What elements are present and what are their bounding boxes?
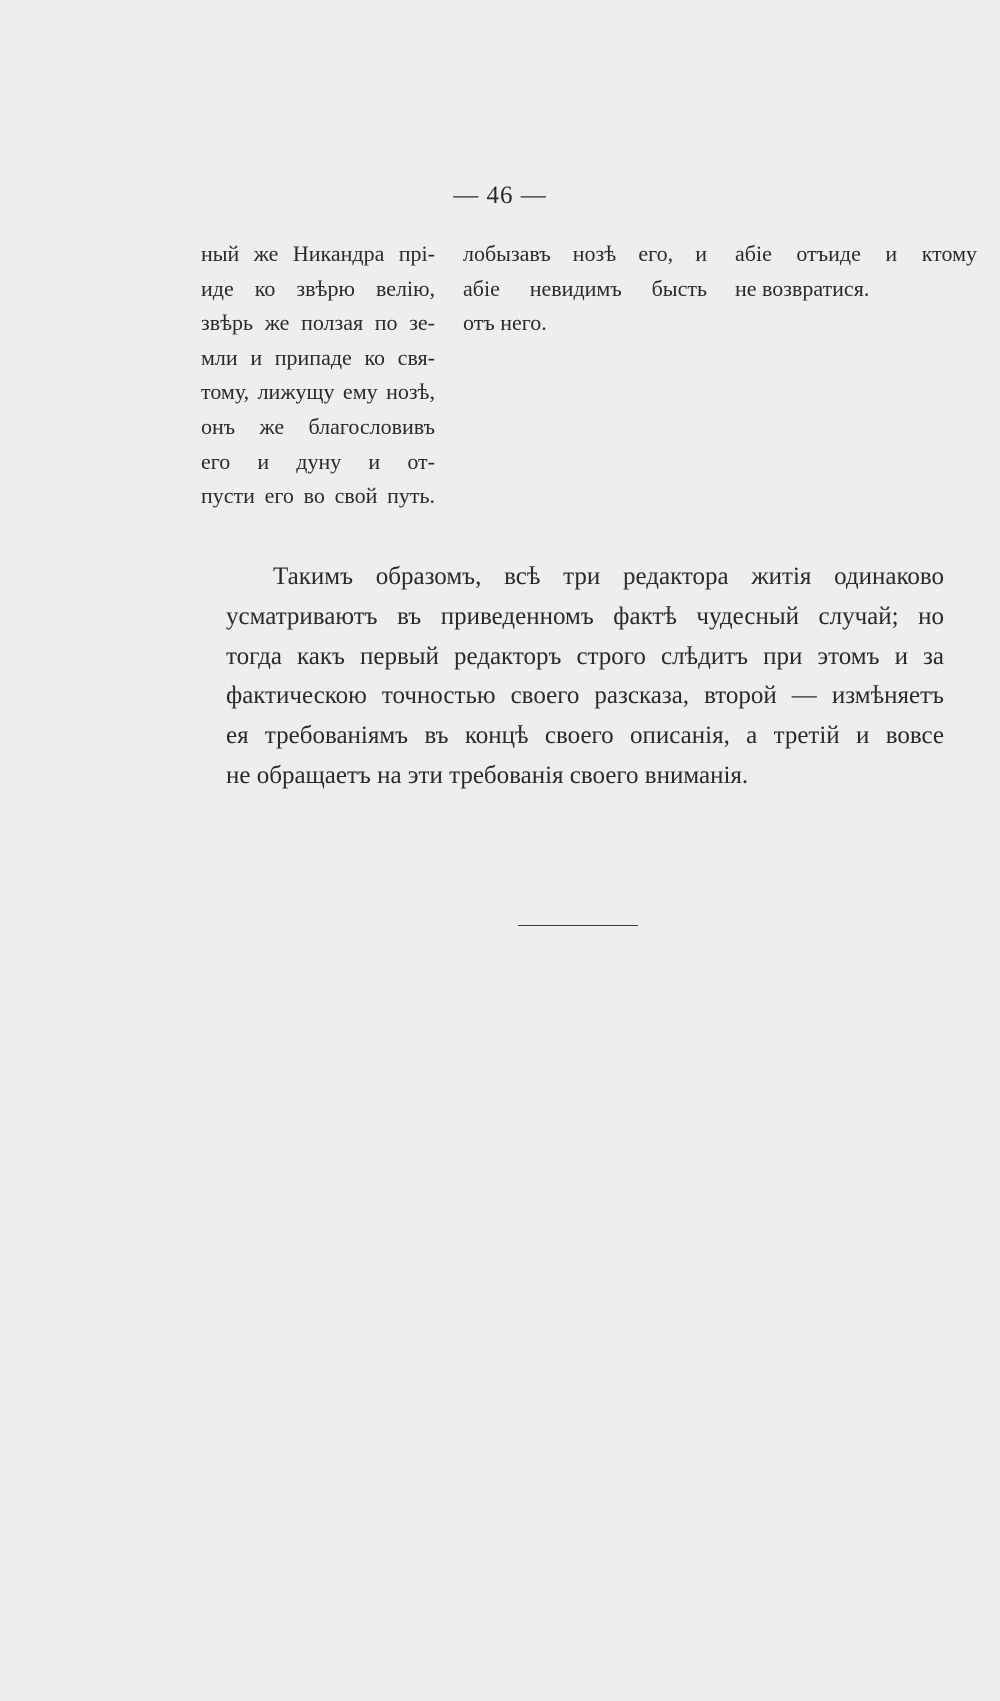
text-line: звѣрь же ползая по зе- <box>201 310 435 336</box>
text-line: абіе отъиде и ктому <box>735 241 977 266</box>
paragraph-line: тогда какъ первый редакторъ строго слѣдитъ при этомъ и за <box>226 642 944 670</box>
text-column-right <box>735 237 977 306</box>
section-divider <box>518 925 638 926</box>
text-line: его и дуну и от- <box>201 448 435 474</box>
paragraph-line: Такимъ образомъ, всѣ три редактора житія одинаково <box>273 563 944 590</box>
text-column-left <box>201 237 435 514</box>
paragraph-line: усматриваютъ въ приведенномъ фактѣ чудесный случай; но <box>226 602 944 630</box>
text-line: мли и припаде ко свя- <box>201 344 435 370</box>
body-paragraph <box>226 557 944 796</box>
page-number: — 46 — <box>453 182 547 209</box>
text-line: пусти его во свой путь. <box>201 483 435 509</box>
text-column-middle <box>463 237 707 341</box>
text-line: отъ него. <box>463 310 547 336</box>
text-line: лобызавъ нозѣ его, и <box>463 241 707 266</box>
paragraph-line: фактическою точностью своего разсказа, второй — измѣняетъ <box>226 682 944 710</box>
text-line: абіе невидимъ бысть <box>463 275 707 301</box>
text-line: не возвратися. <box>735 275 870 301</box>
text-line: иде ко звѣрю велію, <box>201 275 435 301</box>
text-line: онъ же благословивъ <box>201 413 435 439</box>
text-line: тому, лижущу ему нозѣ, <box>201 379 435 405</box>
text-line: ный же Никандра прі- <box>201 241 435 266</box>
paragraph-line: ея требованіямъ въ концѣ своего описанія, а третій и вовсе <box>226 722 944 750</box>
paragraph-line: не обращаетъ на эти требованія своего вниманія. <box>226 761 749 789</box>
